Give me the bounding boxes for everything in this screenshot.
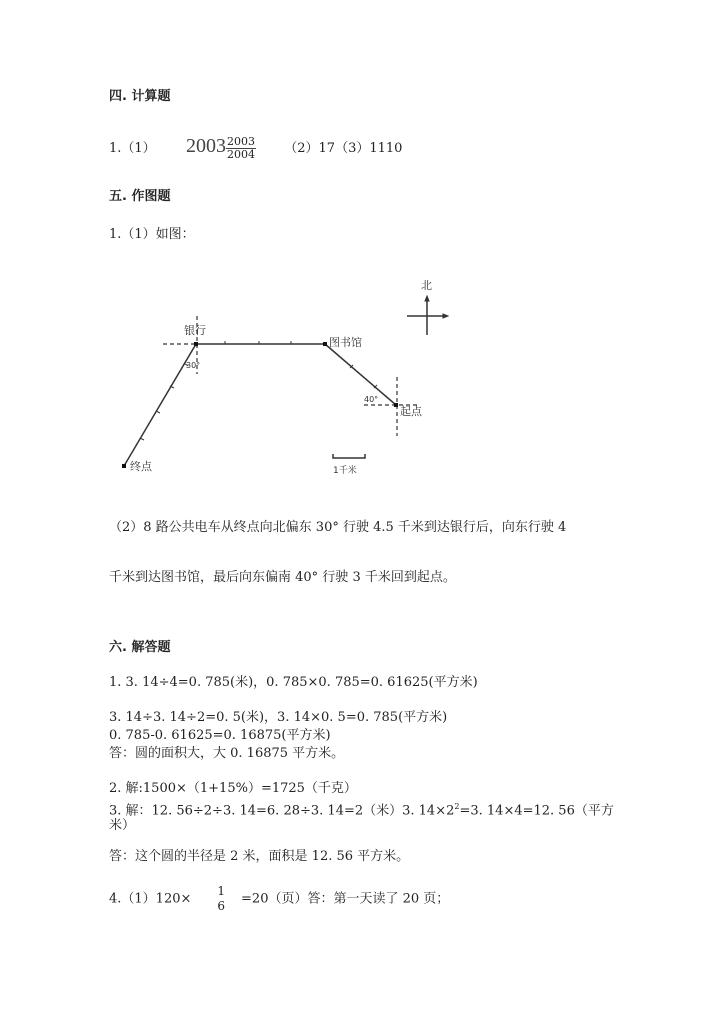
s6-line: 2. 解:1500×（1+15%）=1725（千克） xyxy=(109,781,357,796)
section-5-title: 五. 作图题 xyxy=(109,189,171,204)
route-library-start xyxy=(325,344,396,405)
numerator: 1 xyxy=(217,884,226,898)
bank-label: 银行 xyxy=(184,324,206,337)
superscript: 2 xyxy=(454,802,460,811)
angle-30-label: 30° xyxy=(186,361,201,370)
numerator: 2003 xyxy=(226,135,255,148)
scale-bar xyxy=(333,454,365,458)
section-6-title: 六. 解答题 xyxy=(109,640,171,655)
s5-q2-line1: （2）8 路公共电车从终点向北偏东 30° 行驶 4.5 千米到达银行后，向东行驶 4 xyxy=(109,520,567,535)
text: 3. 解：12. 56÷2÷3. 14=6. 28÷3. 14=2（米）3. 14×2 xyxy=(109,803,455,819)
q1-rest: （2）17（3）1110 xyxy=(284,141,403,156)
library-label: 图书馆 xyxy=(329,336,362,349)
start-label: 起点 xyxy=(400,405,422,418)
scale-label: 1千米 xyxy=(333,466,357,476)
fraction xyxy=(217,884,225,914)
s5-q1: 1.（1）如图： xyxy=(109,227,195,242)
route-diagram xyxy=(0,0,720,500)
s5-q2-line2: 千米到达图书馆，最后向东偏南 40° 行驶 3 千米回到起点。 xyxy=(109,570,456,585)
s6-line: 米） xyxy=(109,818,136,833)
s6-line: 1. 3. 14÷4=0. 785(米)，0. 785×0. 785=0. 61625(平方米) xyxy=(109,675,478,690)
q1-prefix: 1.（1） xyxy=(109,141,156,156)
denominator: 2004 xyxy=(226,148,255,161)
text: =3. 14×4=12. 56（平方 xyxy=(459,803,614,819)
s6-line: 答：圆的面积大，大 0. 16875 平方米。 xyxy=(109,746,345,761)
s6-line: 3. 14÷3. 14÷2=0. 5(米)，3. 14×0. 5=0. 785(平方米) xyxy=(109,710,448,725)
s6-line: 0. 785-0. 61625=0. 16875(平方米) xyxy=(109,728,331,743)
angle-40-label: 40° xyxy=(364,395,379,404)
end-label: 终点 xyxy=(130,460,152,473)
denominator: 6 xyxy=(217,899,226,913)
s6-line xyxy=(109,798,614,820)
text: =20（页）答：第一天读了 20 页； xyxy=(241,891,450,907)
s6-line: 答：这个圆的半径是 2 米，面积是 12. 56 平方米。 xyxy=(109,849,410,864)
section-4-title: 四. 计算题 xyxy=(109,89,171,104)
mixed-whole: 2003 xyxy=(185,135,226,157)
text: 4.（1）120× xyxy=(109,891,192,907)
s6-line xyxy=(109,884,449,914)
north-label: 北 xyxy=(421,279,432,292)
